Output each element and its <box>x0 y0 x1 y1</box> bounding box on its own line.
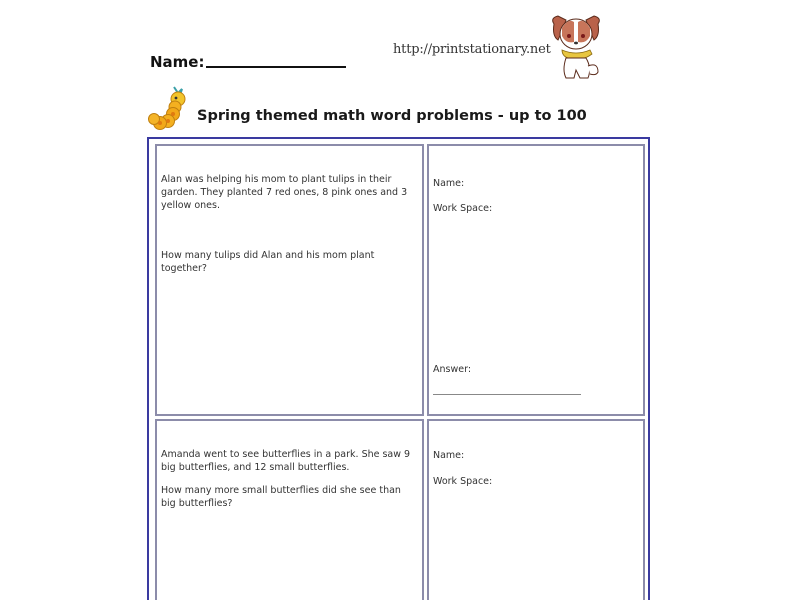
answer-label: Answer: <box>433 364 472 375</box>
name-label: Name: <box>433 450 465 461</box>
problem-statement: Amanda went to see butterflies in a park. She saw 9 big butterflies, and 12 small butterflies. <box>161 449 411 473</box>
work-space-label: Work Space: <box>433 476 493 487</box>
problem-cell <box>155 419 424 600</box>
worksheet-title: Spring themed math word problems - up to 100 <box>197 108 587 124</box>
caterpillar-icon <box>148 83 194 133</box>
problem-question: How many more small butterflies did she see than big butterflies? <box>161 485 401 509</box>
work-cell[interactable] <box>427 419 645 600</box>
work-space-label: Work Space: <box>433 203 493 214</box>
answer-blank-line[interactable] <box>433 394 581 395</box>
name-blank-line[interactable] <box>206 54 346 68</box>
problem-question: How many tulips did Alan and his mom plant together? <box>161 250 375 274</box>
puppy-icon <box>548 14 604 82</box>
problem-cell <box>155 144 424 416</box>
student-name-field[interactable] <box>150 53 346 71</box>
work-cell[interactable] <box>427 144 645 416</box>
name-label: Name: <box>150 53 205 71</box>
problem-statement: Alan was helping his mom to plant tulips in their garden. They planted 7 red ones, 8 pink ones and 3 yellow ones. <box>161 174 408 211</box>
problems-table <box>147 137 650 600</box>
site-url[interactable]: http://printstationary.net <box>393 42 551 57</box>
name-label: Name: <box>433 178 465 189</box>
